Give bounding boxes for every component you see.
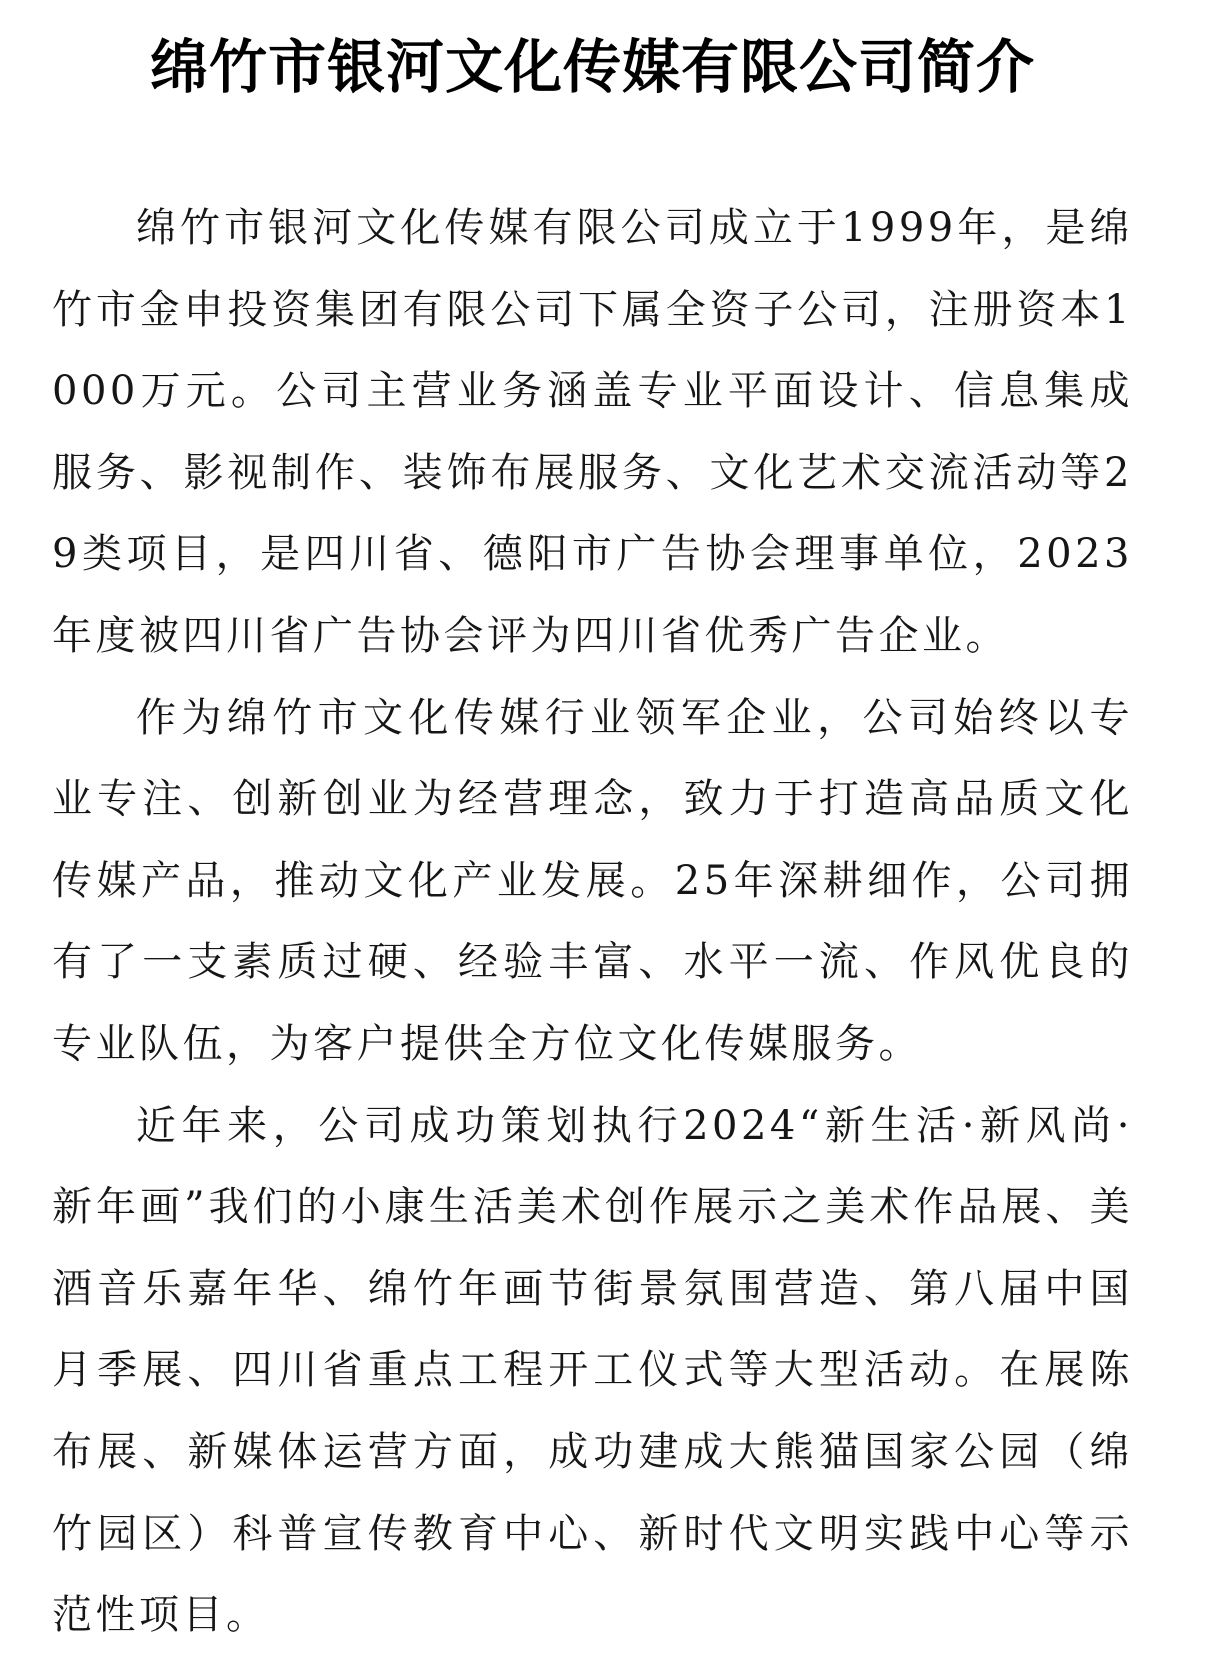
document-title: 绵竹市银河文化传媒有限公司简介 xyxy=(149,33,1035,101)
paragraph-company-overview: 绵竹市银河文化传媒有限公司成立于1999年，是绵竹市金申投资集团有限公司下属全资子公司，注册资本1000万元。公司主营业务涵盖专业平面设计、信息集成服务、影视制作、装饰布展服务、文化艺术交流活动等29类项目，是四川省、德阳市广告协会理事单位，2023年度被四川省广告协会评为四川省优秀广告企业。 xyxy=(52,205,1133,659)
paragraph-business-philosophy: 作为绵竹市文化传媒行业领军企业，公司始终以专业专注、创新创业为经营理念，致力于打造高品质文化传媒产品，推动文化产业发展。25年深耕细作，公司拥有了一支素质过硬、经验丰富、水平一流、作风优良的专业队伍，为客户提供全方位文化传媒服务。 xyxy=(52,694,1133,1067)
document-body xyxy=(52,188,1133,1657)
paragraph-recent-projects: 近年来，公司成功策划执行2024“新生活·新风尚·新年画”我们的小康生活美术创作展示之美术作品展、美酒音乐嘉年华、绵竹年画节街景氛围营造、第八届中国月季展、四川省重点工程开工仪式等大型活动。在展陈布展、新媒体运营方面，成功建成大熊猫国家公园（绵竹园区）科普宣传教育中心、新时代文明实践中心等示范性项目。 xyxy=(52,1102,1133,1639)
